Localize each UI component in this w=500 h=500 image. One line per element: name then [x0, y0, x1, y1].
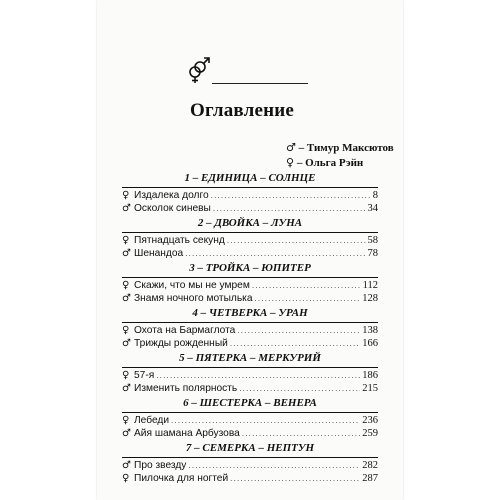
- page-number: 282: [362, 460, 378, 471]
- toc-entry[interactable]: [122, 382, 378, 395]
- dot-leader: [171, 414, 360, 427]
- dot-leader: [230, 337, 360, 350]
- author-symbol-icon: ♀: [122, 473, 130, 484]
- section-divider: [122, 277, 378, 278]
- title-rule: [212, 83, 308, 84]
- entry-title: Охота на Бармаглота: [134, 325, 236, 336]
- dot-leader: [185, 247, 365, 260]
- author-name: – Тимур Максютов: [298, 142, 394, 154]
- page-number: 78: [367, 248, 378, 259]
- entry-title: Трижды рожденный: [134, 338, 228, 349]
- entry-title: Про звезду: [134, 460, 187, 471]
- toc-section: [122, 215, 378, 260]
- dot-leader: [237, 324, 360, 337]
- page-number: 259: [362, 428, 378, 439]
- page-number: 58: [367, 235, 378, 246]
- entry-title: 57-я: [134, 370, 155, 381]
- toc-entry[interactable]: [122, 247, 378, 260]
- dot-leader: [230, 472, 360, 485]
- toc-entry[interactable]: [122, 472, 378, 485]
- toc-section: [122, 170, 378, 215]
- table-of-contents: [122, 170, 378, 485]
- section-title: 5 – ПЯТЕРКА – МЕРКУРИЙ: [179, 352, 321, 364]
- author-symbol-icon: ♂: [122, 248, 131, 259]
- author-symbol-icon: ♀: [122, 415, 130, 426]
- entry-title: Изменить полярность: [134, 383, 238, 394]
- dot-leader: [156, 369, 360, 382]
- section-divider: [122, 322, 378, 323]
- dot-leader: [188, 459, 360, 472]
- dot-leader: [242, 427, 360, 440]
- toc-entry[interactable]: [122, 234, 378, 247]
- page-number: 236: [362, 415, 378, 426]
- toc-entry[interactable]: [122, 414, 378, 427]
- page-number: 186: [362, 370, 378, 381]
- entry-title: Издалека долго: [134, 190, 209, 201]
- author-symbol-icon: ♀: [122, 325, 130, 336]
- author-legend: [286, 140, 394, 170]
- dot-leader: [213, 202, 366, 215]
- toc-entry[interactable]: [122, 324, 378, 337]
- toc-entry[interactable]: [122, 279, 378, 292]
- toc-section: [122, 350, 378, 395]
- toc-entry[interactable]: [122, 292, 378, 305]
- author-symbol-icon: ♀: [122, 370, 130, 381]
- page-number: 8: [372, 190, 378, 201]
- section-divider: [122, 232, 378, 233]
- dot-leader: [211, 189, 371, 202]
- section-divider: [122, 412, 378, 413]
- entry-title: Осколок синевы: [134, 203, 211, 214]
- author-symbol-icon: ♀: [122, 280, 130, 291]
- section-title: 1 – ЕДИНИЦА – СОЛНЦЕ: [184, 172, 316, 184]
- section-title: 2 – ДВОЙКА – ЛУНА: [197, 217, 303, 229]
- toc-entry[interactable]: [122, 189, 378, 202]
- author-symbol-icon: ♂: [122, 383, 131, 394]
- author-symbol-icon: ♀: [122, 235, 130, 246]
- entry-title: Пилочка для ногтей: [134, 473, 229, 484]
- dot-leader: [252, 279, 361, 292]
- section-title: 7 – СЕМЕРКА – НЕПТУН: [185, 442, 315, 454]
- author-symbol-icon: ♂: [122, 460, 131, 471]
- toc-section: [122, 305, 378, 350]
- toc-section: [122, 260, 378, 305]
- author-symbol-icon: ♂: [122, 203, 131, 214]
- author-symbol-icon: ♂: [122, 293, 131, 304]
- entry-title: Знамя ночного мотылька: [134, 293, 253, 304]
- toc-entry[interactable]: [122, 369, 378, 382]
- page-number: 166: [362, 338, 378, 349]
- author-symbol-icon: ♂: [122, 338, 131, 349]
- toc-section: [122, 440, 378, 485]
- author-symbol-icon: ♀: [122, 190, 130, 201]
- author-name: – Ольга Рэйн: [296, 157, 364, 169]
- page-number: 128: [362, 293, 378, 304]
- section-title: 4 – ЧЕТВЕРКА – УРАН: [192, 307, 308, 319]
- entry-title: Айя шамана Арбузова: [134, 428, 240, 439]
- page-number: 34: [367, 203, 378, 214]
- male-symbol-icon: ♂: [286, 141, 296, 154]
- author-legend-item: [286, 155, 394, 170]
- toc-entry[interactable]: [122, 337, 378, 350]
- toc-entry[interactable]: [122, 427, 378, 440]
- male-female-icon: [184, 56, 212, 84]
- toc-section: [122, 395, 378, 440]
- dot-leader: [239, 382, 360, 395]
- entry-title: Лебеди: [134, 415, 170, 426]
- dot-leader: [227, 234, 366, 247]
- section-divider: [122, 457, 378, 458]
- author-symbol-icon: ♂: [122, 428, 131, 439]
- entry-title: Шенандоа: [134, 248, 184, 259]
- page-number: 112: [362, 280, 378, 291]
- female-symbol-icon: ♀: [286, 156, 295, 169]
- entry-title: Пятнадцать секунд: [134, 235, 225, 246]
- toc-entry[interactable]: [122, 202, 378, 215]
- section-divider: [122, 187, 378, 188]
- entry-title: Скажи, что мы не умрем: [134, 280, 250, 291]
- section-title: 6 – ШЕСТЕРКА – ВЕНЕРА: [183, 397, 317, 409]
- dot-leader: [254, 292, 360, 305]
- page-title: Оглавление: [190, 100, 295, 121]
- section-title: 3 – ТРОЙКА – ЮПИТЕР: [189, 262, 311, 274]
- page-number: 138: [362, 325, 378, 336]
- author-legend-item: [286, 140, 394, 155]
- page-number: 215: [362, 383, 378, 394]
- toc-entry[interactable]: [122, 459, 378, 472]
- section-divider: [122, 367, 378, 368]
- page-number: 287: [362, 473, 378, 484]
